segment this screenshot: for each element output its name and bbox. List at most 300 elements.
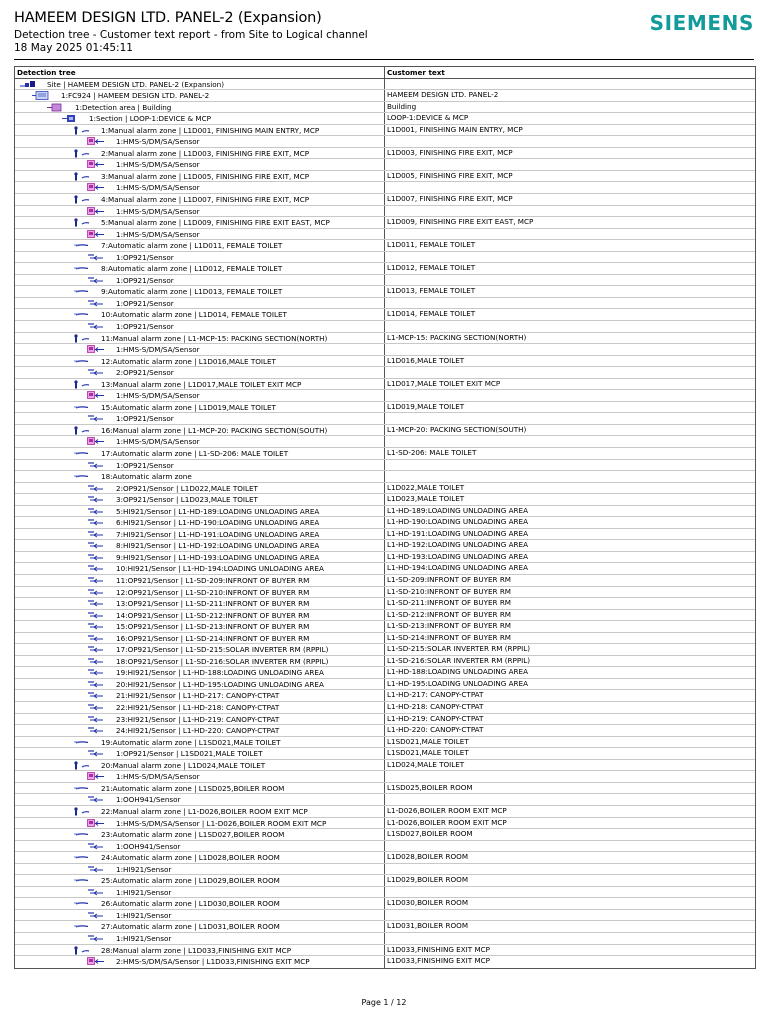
table-row: [15, 460, 755, 472]
customer-text-cell: L1-HD-195:LOADING UNLOADING AREA: [387, 678, 529, 688]
table-row: [15, 159, 755, 171]
table-row: [15, 90, 755, 102]
customer-text-cell: L1-HD-220: CANOPY-CTPAT: [387, 725, 484, 735]
customer-text-cell: L1-HD-217: CANOPY-CTPAT: [387, 690, 484, 700]
sensor-icon: [87, 691, 105, 700]
detection-tree-cell: [15, 529, 385, 540]
sensor-icon: [87, 657, 105, 666]
manual-sensor-icon: [87, 819, 105, 828]
tree-node-label: 13:Manual alarm zone | L1D017,MALE TOILET EXIT MCP: [101, 379, 302, 389]
tree-node-label: 1:HMS-S/DM/SA/Sensor: [116, 206, 200, 216]
tree-node-label: 26:Automatic alarm zone | L1D030,BOILER ROOM: [101, 899, 280, 909]
detection-tree-cell: [15, 171, 385, 182]
customer-text-cell: L1-SD-210:INFRONT OF BUYER RM: [387, 586, 512, 596]
sensor-icon: [87, 553, 105, 562]
table-row: [15, 171, 755, 183]
customer-text-cell: L1-SD-216:SOLAR INVERTER RM (RPPIL): [387, 655, 531, 665]
table-row: [15, 679, 755, 691]
sensor-icon: [87, 842, 105, 851]
customer-text-cell: [385, 321, 755, 332]
detection-tree-cell: [15, 263, 385, 274]
table-row: [15, 471, 755, 483]
table-row: [15, 263, 755, 275]
manual-zone-icon: [73, 807, 91, 816]
tree-node-label: 1:HMS-S/DM/SA/Sensor: [116, 183, 200, 193]
customer-text-cell: L1-HD-218: CANOPY-CTPAT: [387, 702, 484, 712]
auto-zone-icon: [73, 830, 91, 839]
customer-text-cell: [385, 460, 755, 471]
area-icon: [46, 103, 64, 112]
table-row: [15, 286, 755, 298]
customer-text-cell: [385, 864, 755, 875]
customer-text-cell: [385, 910, 755, 921]
tree-node-label: 5:Manual alarm zone | L1D009, FINISHING FIRE EXIT EAST, MCP: [101, 218, 330, 228]
table-row: [15, 309, 755, 321]
report-subtitle: Detection tree - Customer text report - from Site to Logical channel: [14, 29, 368, 41]
sensor-icon: [87, 888, 105, 897]
detection-tree-cell: [15, 436, 385, 447]
tree-node-label: 12:OP921/Sensor | L1-SD-210:INFRONT OF BUYER RM: [116, 587, 310, 597]
tree-node-label: 11:OP921/Sensor | L1-SD-209:INFRONT OF BUYER RM: [116, 576, 310, 586]
detection-tree-cell: [15, 783, 385, 794]
loop-icon: [60, 114, 78, 123]
table-row: [15, 367, 755, 379]
table-row: [15, 818, 755, 830]
tree-node-label: 1:FC924 | HAMEEM DESIGN LTD. PANEL-2: [61, 91, 210, 101]
auto-zone-icon: [73, 287, 91, 296]
table-row: [15, 760, 755, 772]
table-row: [15, 887, 755, 899]
sensor-icon: [87, 795, 105, 804]
table-row: [15, 194, 755, 206]
table-row: [15, 413, 755, 425]
table-row: [15, 113, 755, 125]
tree-node-label: 16:Manual alarm zone | L1-MCP-20: PACKING SECTION(SOUTH): [101, 425, 328, 435]
table-row: [15, 945, 755, 957]
customer-text-cell: LOOP-1:DEVICE & MCP: [387, 113, 469, 123]
detection-tree-cell: [15, 517, 385, 528]
tree-node-label: 2:OP921/Sensor | L1D022,MALE TOILET: [116, 483, 258, 493]
tree-node-label: 24:HI921/Sensor | L1-HD-220: CANOPY-CTPAT: [116, 726, 280, 736]
tree-node-label: 2:OP921/Sensor: [116, 368, 174, 378]
tree-node-label: 6:HI921/Sensor | L1-HD-190:LOADING UNLOADING AREA: [116, 518, 320, 528]
tree-node-label: 1:HMS-S/DM/SA/Sensor: [116, 437, 200, 447]
auto-zone-icon: [73, 472, 91, 481]
detection-tree-cell: [15, 725, 385, 736]
table-row: [15, 436, 755, 448]
tree-node-label: 27:Automatic alarm zone | L1D031,BOILER ROOM: [101, 922, 280, 932]
tree-node-label: 2:HMS-S/DM/SA/Sensor | L1D033,FINISHING EXIT MCP: [116, 957, 310, 967]
detection-tree-cell: [15, 448, 385, 459]
detection-tree-cell: [15, 829, 385, 840]
table-row: [15, 321, 755, 333]
table-row: [15, 344, 755, 356]
detection-tree-cell: [15, 633, 385, 644]
tree-node-label: 1:OOH941/Sensor: [116, 795, 181, 805]
detection-tree-cell: [15, 875, 385, 886]
table-row: [15, 714, 755, 726]
detection-tree-cell: [15, 621, 385, 632]
customer-text-cell: L1-MCP-15: PACKING SECTION(NORTH): [387, 332, 527, 342]
customer-text-cell: L1D030,BOILER ROOM: [387, 898, 469, 908]
tree-node-label: 1:OP921/Sensor: [116, 460, 174, 470]
tree-node-label: 9:Automatic alarm zone | L1D013, FEMALE TOILET: [101, 287, 283, 297]
tree-node-label: 18:OP921/Sensor | L1-SD-216:SOLAR INVERTER RM (RPPIL): [116, 656, 329, 666]
tree-node-label: 2:Manual alarm zone | L1D003, FINISHING FIRE EXIT, MCP: [101, 148, 310, 158]
table-row: [15, 333, 755, 345]
customer-text-cell: L1-HD-189:LOADING UNLOADING AREA: [387, 505, 529, 515]
tree-node-label: 23:HI921/Sensor | L1-HD-219: CANOPY-CTPAT: [116, 714, 280, 724]
detection-tree-cell: [15, 333, 385, 344]
manual-sensor-icon: [87, 183, 105, 192]
tree-node-label: 22:HI921/Sensor | L1-HD-218: CANOPY-CTPAT: [116, 703, 280, 713]
detection-tree-cell: [15, 771, 385, 782]
manual-zone-icon: [73, 426, 91, 435]
table-row: [15, 702, 755, 714]
detection-tree-cell: [15, 806, 385, 817]
report-datetime: 18 May 2025 01:45:11: [14, 42, 133, 54]
tree-node-label: 3:OP921/Sensor | L1D023,MALE TOILET: [116, 495, 258, 505]
detection-tree-cell: [15, 887, 385, 898]
tree-node-label: 21:Automatic alarm zone | L1SD025,BOILER ROOM: [101, 783, 285, 793]
manual-sensor-icon: [87, 345, 105, 354]
sensor-icon: [87, 576, 105, 585]
customer-text-cell: L1-HD-219: CANOPY-CTPAT: [387, 713, 484, 723]
customer-text-cell: HAMEEM DESIGN LTD. PANEL-2: [387, 90, 499, 100]
customer-text-cell: [385, 252, 755, 263]
table-header-row: [15, 67, 755, 79]
table-row: [15, 910, 755, 922]
detection-tree-cell: [15, 356, 385, 367]
detection-tree-cell: [15, 610, 385, 621]
sensor-icon: [87, 749, 105, 758]
tree-node-label: 1:HI921/Sensor: [116, 933, 172, 943]
detection-tree-cell: [15, 506, 385, 517]
table-row: [15, 240, 755, 252]
detection-tree-cell: [15, 413, 385, 424]
detection-tree-cell: [15, 714, 385, 725]
detection-tree-cell: [15, 309, 385, 320]
customer-text-cell: L1SD025,BOILER ROOM: [387, 782, 473, 792]
detection-tree-cell: [15, 159, 385, 170]
customer-text-cell: L1-D026,BOILER ROOM EXIT MCP: [387, 805, 507, 815]
customer-text-cell: L1-SD-206: MALE TOILET: [387, 448, 477, 457]
table-row: [15, 587, 755, 599]
sensor-icon: [87, 622, 105, 631]
tree-node-label: 13:OP921/Sensor | L1-SD-211:INFRONT OF BUYER RM: [116, 599, 310, 609]
detection-tree-cell: [15, 737, 385, 748]
table-body: [15, 79, 755, 968]
tree-node-label: 22:Manual alarm zone | L1-D026,BOILER ROOM EXIT MCP: [101, 806, 308, 816]
sensor-icon: [87, 911, 105, 920]
table-row: [15, 621, 755, 633]
tree-node-label: 9:HI921/Sensor | L1-HD-193:LOADING UNLOADING AREA: [116, 552, 320, 562]
tree-node-label: 1:Section | LOOP-1:DEVICE & MCP: [89, 114, 211, 124]
table-row: [15, 737, 755, 749]
siemens-logo: SIEMENS: [649, 11, 754, 35]
detection-tree-cell: [15, 471, 385, 482]
detection-tree-cell: [15, 206, 385, 217]
auto-zone-icon: [73, 403, 91, 412]
customer-text-cell: L1-HD-194:LOADING UNLOADING AREA: [387, 563, 529, 573]
customer-text-cell: [385, 413, 755, 424]
customer-text-cell: L1-HD-190:LOADING UNLOADING AREA: [387, 517, 529, 527]
detection-tree-cell: [15, 933, 385, 944]
customer-text-cell: [385, 390, 755, 401]
tree-node-label: 1:HMS-S/DM/SA/Sensor: [116, 772, 200, 782]
sensor-icon: [87, 680, 105, 689]
table-row: [15, 563, 755, 575]
customer-text-cell: L1D009, FINISHING FIRE EXIT EAST, MCP: [387, 217, 534, 227]
customer-text-cell: L1-SD-212:INFRONT OF BUYER RM: [387, 609, 512, 619]
manual-sensor-icon: [87, 160, 105, 169]
customer-text-cell: [385, 159, 755, 170]
tree-node-label: 1:OP921/Sensor: [116, 252, 174, 262]
sensor-icon: [87, 461, 105, 470]
tree-node-label: 19:Automatic alarm zone | L1SD021,MALE TOILET: [101, 737, 281, 747]
manual-sensor-icon: [87, 957, 105, 966]
customer-text-cell: L1-SD-209:INFRONT OF BUYER RM: [387, 575, 512, 585]
manual-zone-icon: [73, 195, 91, 204]
table-row: [15, 275, 755, 287]
tree-node-label: 1:HMS-S/DM/SA/Sensor: [116, 391, 200, 401]
table-row: [15, 529, 755, 541]
detection-tree-cell: [15, 79, 385, 90]
detection-tree-cell: [15, 690, 385, 701]
table-row: [15, 794, 755, 806]
tree-node-label: 15:Automatic alarm zone | L1D019,MALE TOILET: [101, 402, 276, 412]
report-title: HAMEEM DESIGN LTD. PANEL-2 (Expansion): [14, 10, 322, 26]
detection-tree-cell: [15, 598, 385, 609]
table-row: [15, 206, 755, 218]
tree-node-label: 1:Detection area | Building: [75, 102, 172, 112]
tree-node-label: 1:OP921/Sensor: [116, 298, 174, 308]
detection-tree-cell: [15, 125, 385, 136]
detection-tree-cell: [15, 910, 385, 921]
auto-zone-icon: [73, 449, 91, 458]
customer-text-cell: [385, 436, 755, 447]
tree-node-label: 24:Automatic alarm zone | L1D028,BOILER ROOM: [101, 853, 280, 863]
detection-tree-cell: [15, 460, 385, 471]
table-row: [15, 921, 755, 933]
tree-node-label: 25:Automatic alarm zone | L1D029,BOILER ROOM: [101, 876, 280, 886]
customer-text-cell: L1D001, FINISHING MAIN ENTRY, MCP: [387, 124, 523, 134]
table-row: [15, 771, 755, 783]
table-row: [15, 656, 755, 668]
customer-text-cell: L1-MCP-20: PACKING SECTION(SOUTH): [387, 424, 527, 434]
tree-node-label: 3:Manual alarm zone | L1D005, FINISHING FIRE EXIT, MCP: [101, 171, 310, 181]
table-row: [15, 575, 755, 587]
detection-tree-cell: [15, 344, 385, 355]
table-row: [15, 806, 755, 818]
customer-text-cell: L1-SD-214:INFRONT OF BUYER RM: [387, 632, 512, 642]
customer-text-cell: [385, 275, 755, 286]
tree-node-label: 12:Automatic alarm zone | L1D016,MALE TOILET: [101, 356, 276, 366]
detection-tree-cell: [15, 864, 385, 875]
col-header-detection-tree: Detection tree: [15, 67, 385, 78]
customer-text-cell: L1D014, FEMALE TOILET: [387, 309, 476, 319]
table-row: [15, 841, 755, 853]
tree-node-label: 17:Automatic alarm zone | L1-SD-206: MALE TOILET: [101, 449, 289, 458]
customer-text-cell: L1D031,BOILER ROOM: [387, 921, 469, 931]
sensor-icon: [87, 564, 105, 573]
detection-tree-cell: [15, 379, 385, 390]
sensor-icon: [87, 668, 105, 677]
tree-node-label: 20:Manual alarm zone | L1D024,MALE TOILET: [101, 760, 266, 770]
sensor-icon: [87, 253, 105, 262]
sensor-icon: [87, 703, 105, 712]
tree-node-label: 14:OP921/Sensor | L1-SD-212:INFRONT OF BUYER RM: [116, 610, 310, 620]
manual-zone-icon: [73, 380, 91, 389]
tree-node-label: 23:Automatic alarm zone | L1SD027,BOILER ROOM: [101, 830, 285, 840]
customer-text-cell: L1-HD-193:LOADING UNLOADING AREA: [387, 551, 529, 561]
auto-zone-icon: [73, 784, 91, 793]
tree-node-label: 7:Automatic alarm zone | L1D011, FEMALE TOILET: [101, 241, 283, 251]
table-row: [15, 217, 755, 229]
sensor-icon: [87, 484, 105, 493]
tree-node-label: 1:HI921/Sensor: [116, 887, 172, 897]
tree-node-label: 7:HI921/Sensor | L1-HD-191:LOADING UNLOADING AREA: [116, 529, 320, 539]
tree-node-label: 1:HMS-S/DM/SA/Sensor: [116, 137, 200, 147]
customer-text-cell: L1D003, FINISHING FIRE EXIT, MCP: [387, 147, 513, 157]
table-row: [15, 633, 755, 645]
table-row: [15, 425, 755, 437]
table-row: [15, 379, 755, 391]
tree-node-label: 4:Manual alarm zone | L1D007, FINISHING FIRE EXIT, MCP: [101, 194, 310, 204]
customer-text-cell: L1D013, FEMALE TOILET: [387, 286, 476, 296]
detection-tree-cell: [15, 182, 385, 193]
table-row: [15, 667, 755, 679]
customer-text-cell: [385, 841, 755, 852]
customer-text-cell: L1D017,MALE TOILET EXIT MCP: [387, 378, 501, 388]
manual-sensor-icon: [87, 207, 105, 216]
sensor-icon: [87, 645, 105, 654]
customer-text-cell: Building: [387, 101, 417, 111]
manual-zone-icon: [73, 946, 91, 955]
sensor-icon: [87, 322, 105, 331]
customer-text-cell: L1SD027,BOILER ROOM: [387, 829, 473, 839]
auto-zone-icon: [73, 738, 91, 747]
detection-tree-cell: [15, 275, 385, 286]
auto-zone-icon: [73, 922, 91, 931]
panel-icon: [32, 91, 50, 100]
detection-tree-cell: [15, 921, 385, 932]
customer-text-cell: L1D033,FINISHING EXIT MCP: [387, 956, 490, 966]
table-row: [15, 610, 755, 622]
sensor-icon: [87, 726, 105, 735]
table-row: [15, 875, 755, 887]
customer-text-cell: L1D023,MALE TOILET: [387, 494, 465, 504]
customer-text-cell: L1D024,MALE TOILET: [387, 759, 465, 769]
table-row: [15, 448, 755, 460]
tree-node-label: 20:HI921/Sensor | L1-HD-195:LOADING UNLOADING AREA: [116, 679, 324, 689]
customer-text-cell: [385, 471, 755, 482]
manual-zone-icon: [73, 761, 91, 770]
manual-zone-icon: [73, 218, 91, 227]
table-row: [15, 864, 755, 876]
customer-text-cell: [385, 771, 755, 782]
table-row: [15, 494, 755, 506]
customer-text-cell: L1D016,MALE TOILET: [387, 355, 465, 365]
detection-tree-cell: [15, 240, 385, 251]
tree-node-label: 1:HI921/Sensor: [116, 864, 172, 874]
auto-zone-icon: [73, 264, 91, 273]
customer-text-cell: L1D022,MALE TOILET: [387, 482, 465, 492]
sensor-icon: [87, 611, 105, 620]
tree-node-label: 1:OOH941/Sensor: [116, 841, 181, 851]
customer-text-cell: [385, 367, 755, 378]
detection-tree-cell: [15, 945, 385, 956]
table-row: [15, 483, 755, 495]
detection-tree-cell: [15, 956, 385, 968]
sensor-icon: [87, 588, 105, 597]
customer-text-cell: L1D012, FEMALE TOILET: [387, 263, 476, 273]
detection-tree-cell: [15, 321, 385, 332]
table-row: [15, 356, 755, 368]
customer-text-cell: L1-D026,BOILER ROOM EXIT MCP: [387, 817, 507, 827]
manual-zone-icon: [73, 334, 91, 343]
sensor-icon: [87, 276, 105, 285]
customer-text-cell: L1-HD-192:LOADING UNLOADING AREA: [387, 540, 529, 550]
detection-tree-cell: [15, 679, 385, 690]
detection-tree-cell: [15, 217, 385, 228]
customer-text-cell: L1-SD-213:INFRONT OF BUYER RM: [387, 621, 512, 631]
detection-tree-cell: [15, 483, 385, 494]
tree-node-label: 1:OP921/Sensor: [116, 321, 174, 331]
customer-text-cell: [385, 933, 755, 944]
tree-node-label: 18:Automatic alarm zone: [101, 472, 192, 482]
table-row: [15, 390, 755, 402]
tree-node-label: 1:HI921/Sensor: [116, 910, 172, 920]
auto-zone-icon: [73, 310, 91, 319]
customer-text-cell: [385, 794, 755, 805]
sensor-icon: [87, 541, 105, 550]
table-row: [15, 552, 755, 564]
customer-text-cell: L1D007, FINISHING FIRE EXIT, MCP: [387, 193, 513, 203]
manual-zone-icon: [73, 149, 91, 158]
manual-zone-icon: [73, 126, 91, 135]
customer-text-cell: L1SD021,MALE TOILET: [387, 736, 469, 746]
tree-node-label: 1:OP921/Sensor | L1SD021,MALE TOILET: [116, 749, 263, 759]
manual-sensor-icon: [87, 772, 105, 781]
tree-node-label: 1:OP921/Sensor: [116, 414, 174, 424]
table-row: [15, 79, 755, 91]
table-row: [15, 506, 755, 518]
detection-tree-cell: [15, 402, 385, 413]
sensor-icon: [87, 530, 105, 539]
customer-text-cell: L1D019,MALE TOILET: [387, 401, 465, 411]
detection-tree-cell: [15, 552, 385, 563]
detection-tree-cell: [15, 587, 385, 598]
detection-tree-cell: [15, 748, 385, 759]
table-row: [15, 517, 755, 529]
tree-node-label: 1:HMS-S/DM/SA/Sensor: [116, 229, 200, 239]
table-row: [15, 829, 755, 841]
table-row: [15, 252, 755, 264]
table-row: [15, 598, 755, 610]
detection-tree-cell: [15, 794, 385, 805]
tree-node-label: 1:HMS-S/DM/SA/Sensor | L1-D026,BOILER ROOM EXIT MCP: [116, 818, 327, 828]
table-row: [15, 182, 755, 194]
table-row: [15, 125, 755, 137]
detection-tree-cell: [15, 575, 385, 586]
tree-node-label: 1:HMS-S/DM/SA/Sensor: [116, 345, 200, 355]
detection-tree-cell: [15, 760, 385, 771]
customer-text-cell: L1D029,BOILER ROOM: [387, 875, 469, 885]
table-row: [15, 898, 755, 910]
detection-tree-cell: [15, 841, 385, 852]
customer-text-cell: L1-SD-215:SOLAR INVERTER RM (RPPIL): [387, 644, 531, 654]
